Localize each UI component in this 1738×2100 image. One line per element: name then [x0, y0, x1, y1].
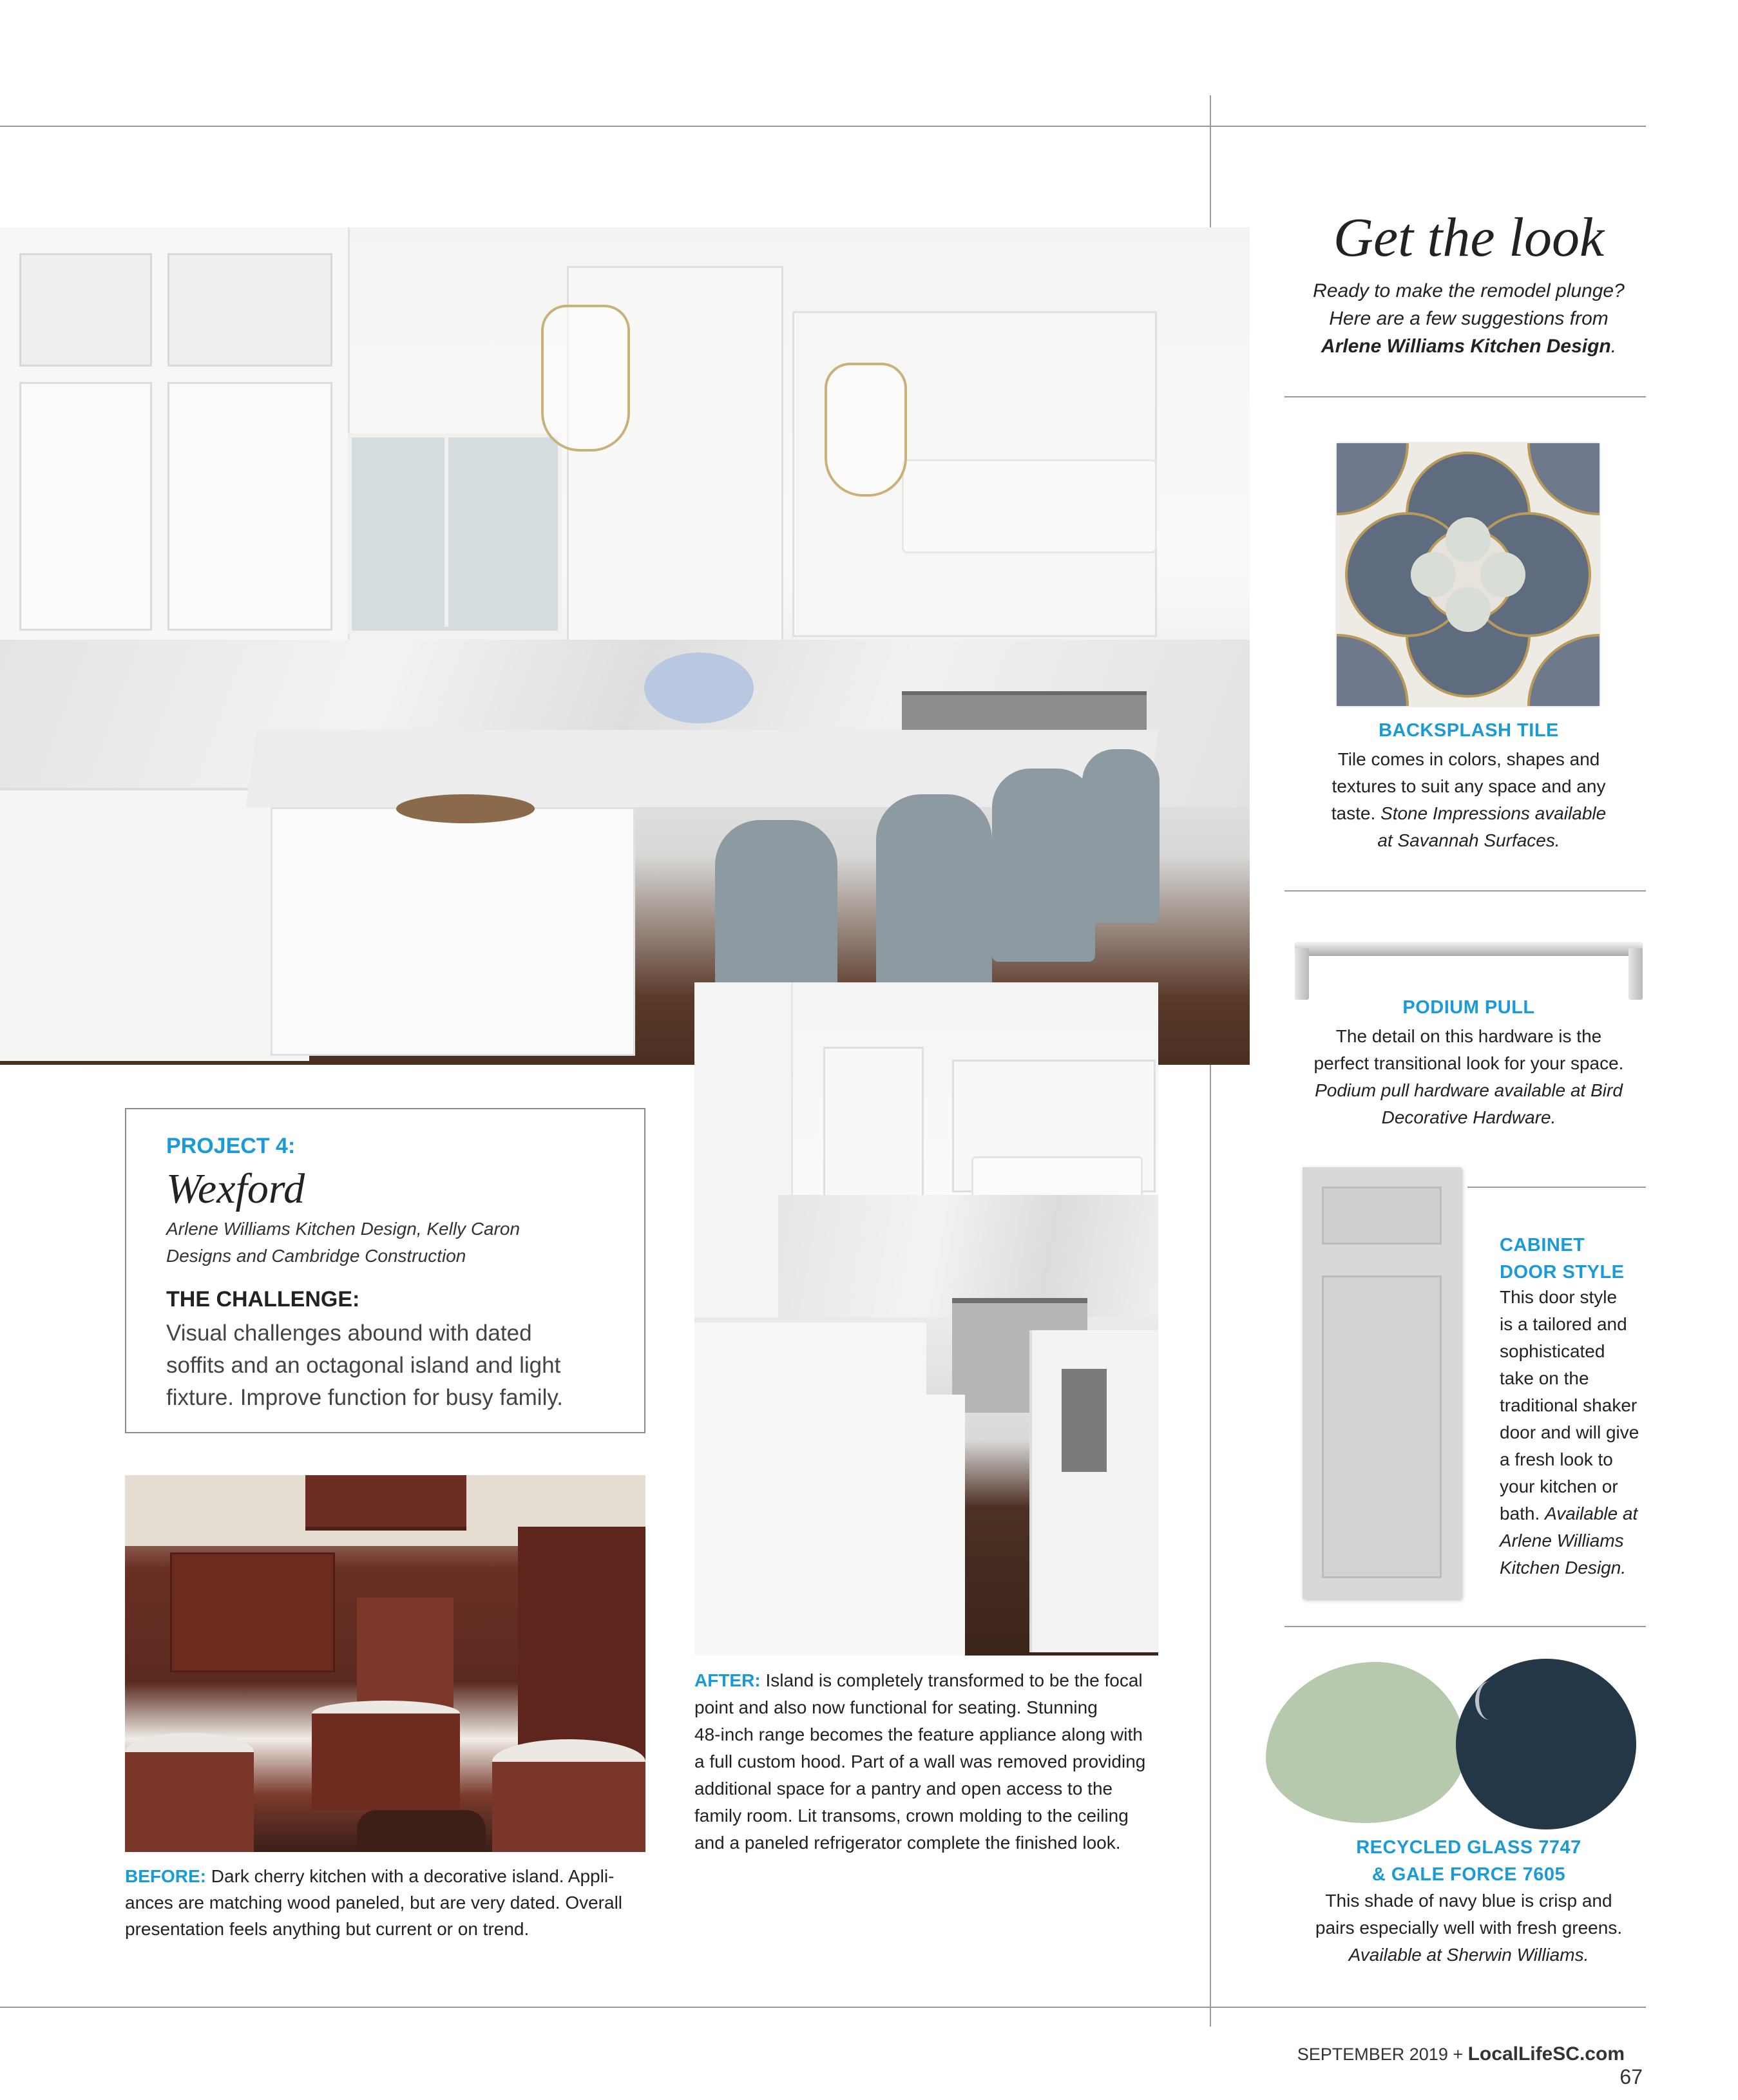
sidebar-rule-4 [1284, 1626, 1646, 1627]
before-line3: presentation feels anything but current or on trend. [125, 1919, 530, 1939]
tile-line3a: taste. [1331, 803, 1381, 823]
top-rule [0, 126, 1646, 127]
project-info-box [125, 1108, 645, 1433]
door-line7: a fresh look to [1500, 1449, 1613, 1469]
footer [1282, 2043, 1643, 2089]
sidebar-rule-1 [1284, 396, 1646, 397]
podium-pull-image [1295, 942, 1643, 1006]
page-number: 67 [1619, 2065, 1643, 2088]
door-line8: your kitchen or [1500, 1476, 1618, 1496]
after-line5: additional space for a pantry and open access to the [694, 1779, 1113, 1799]
after-line2: point and also now functional for seating. Stunning [694, 1697, 1098, 1717]
project-name: Wexford [166, 1165, 305, 1212]
before-line2: ances are matching wood paneled, but are very dated. Overall [125, 1893, 623, 1913]
paint-title [1282, 1834, 1656, 1888]
sidebar-intro-period: . [1610, 336, 1617, 357]
sidebar-intro-bold: Arlene Williams Kitchen Design [1321, 336, 1611, 357]
door-description [1500, 1284, 1648, 1581]
after-caption [694, 1667, 1171, 1857]
paint-line1: This shade of navy blue is crisp and [1325, 1891, 1612, 1911]
sidebar-rule-2 [1284, 890, 1646, 892]
door-line1: This door style [1500, 1287, 1618, 1307]
paint-swatches-image [1263, 1656, 1649, 1829]
project-credits-line2: Designs and Cambridge Construction [166, 1246, 466, 1266]
project-credits-line1: Arlene Williams Kitchen Design, Kelly Caron [166, 1219, 520, 1239]
challenge-line2: soffits and an octagonal island and light [166, 1353, 561, 1378]
pull-title: PODIUM PULL [1402, 997, 1535, 1018]
sidebar-rule-3 [1467, 1187, 1646, 1188]
pull-line4: Decorative Hardware. [1381, 1107, 1556, 1127]
tile-description [1282, 746, 1656, 854]
sidebar-intro-line1: Ready to make the remodel plunge? [1313, 280, 1625, 301]
tile-title: BACKSPLASH TILE [1379, 720, 1559, 741]
backsplash-tile-image [1337, 443, 1600, 706]
challenge-line1: Visual challenges abound with dated [166, 1321, 532, 1346]
door-line4: take on the [1500, 1368, 1589, 1388]
pull-line2: perfect transitional look for your space. [1313, 1053, 1624, 1073]
after-line3: 48-inch range becomes the feature appliance along with [694, 1724, 1143, 1744]
kitchen-before-photo [125, 1475, 645, 1852]
paint-title-line1: RECYCLED GLASS 7747 [1356, 1837, 1581, 1858]
paint-line3: Available at Sherwin Williams. [1348, 1945, 1589, 1965]
after-line1: Island is completely transformed to be the focal [765, 1670, 1143, 1690]
before-caption [125, 1863, 653, 1942]
door-line9b: Available at [1545, 1503, 1638, 1523]
paint-line2: pairs especially well with fresh greens. [1315, 1918, 1623, 1938]
after-line6: family room. Lit transoms, crown molding to the ceiling [694, 1806, 1129, 1826]
pull-line3: Podium pull hardware available at Bird [1315, 1080, 1623, 1100]
recycled-glass-swatch [1266, 1662, 1466, 1823]
door-line5: traditional shaker [1500, 1395, 1638, 1415]
door-title [1500, 1232, 1625, 1286]
door-line10: Arlene Williams [1500, 1531, 1624, 1551]
door-line11: Kitchen Design. [1500, 1558, 1627, 1578]
after-line7: and a paneled refrigerator complete the finished look. [694, 1833, 1121, 1853]
kitchen-after-hero-photo [0, 227, 1250, 1065]
pull-line1: The detail on this hardware is the [1335, 1026, 1602, 1046]
after-label: AFTER: [694, 1670, 761, 1690]
door-title-line1: CABINET [1500, 1235, 1585, 1255]
door-line2: is a tailored and [1500, 1314, 1627, 1334]
tile-line3b: Stone Impressions available [1380, 803, 1607, 823]
tile-line4: at Savannah Surfaces. [1377, 830, 1560, 850]
challenge-line3: fixture. Improve function for busy family. [166, 1385, 563, 1410]
cabinet-door-image [1303, 1167, 1461, 1599]
tile-line1: Tile comes in colors, shapes and [1337, 749, 1600, 769]
sidebar-title: Get the look [1333, 206, 1605, 268]
kitchen-after-photo [694, 982, 1158, 1656]
footer-date: SEPTEMBER 2019 + [1297, 2045, 1468, 2064]
sidebar-intro-line2: Here are a few suggestions from [1329, 308, 1609, 329]
before-label: BEFORE: [125, 1866, 206, 1886]
before-line1: Dark cherry kitchen with a decorative island. Appli- [211, 1866, 615, 1886]
door-title-line2: DOOR STYLE [1500, 1262, 1625, 1283]
door-line6: door and will give [1500, 1422, 1639, 1442]
tile-line2: textures to suit any space and any [1332, 776, 1606, 796]
bottom-rule [0, 2007, 1646, 2008]
after-line4: a full custom hood. Part of a wall was removed providing [694, 1752, 1146, 1771]
pull-description [1282, 1023, 1656, 1131]
paint-title-line2: & GALE FORCE 7605 [1371, 1864, 1566, 1885]
door-line3: sophisticated [1500, 1341, 1605, 1361]
challenge-heading: THE CHALLENGE: [166, 1287, 360, 1312]
sidebar-intro [1282, 277, 1656, 360]
footer-site: LocalLifeSC.com [1467, 2043, 1625, 2065]
door-line9a: bath. [1500, 1503, 1545, 1523]
project-label: PROJECT 4: [166, 1134, 296, 1158]
paint-description [1282, 1887, 1656, 1969]
